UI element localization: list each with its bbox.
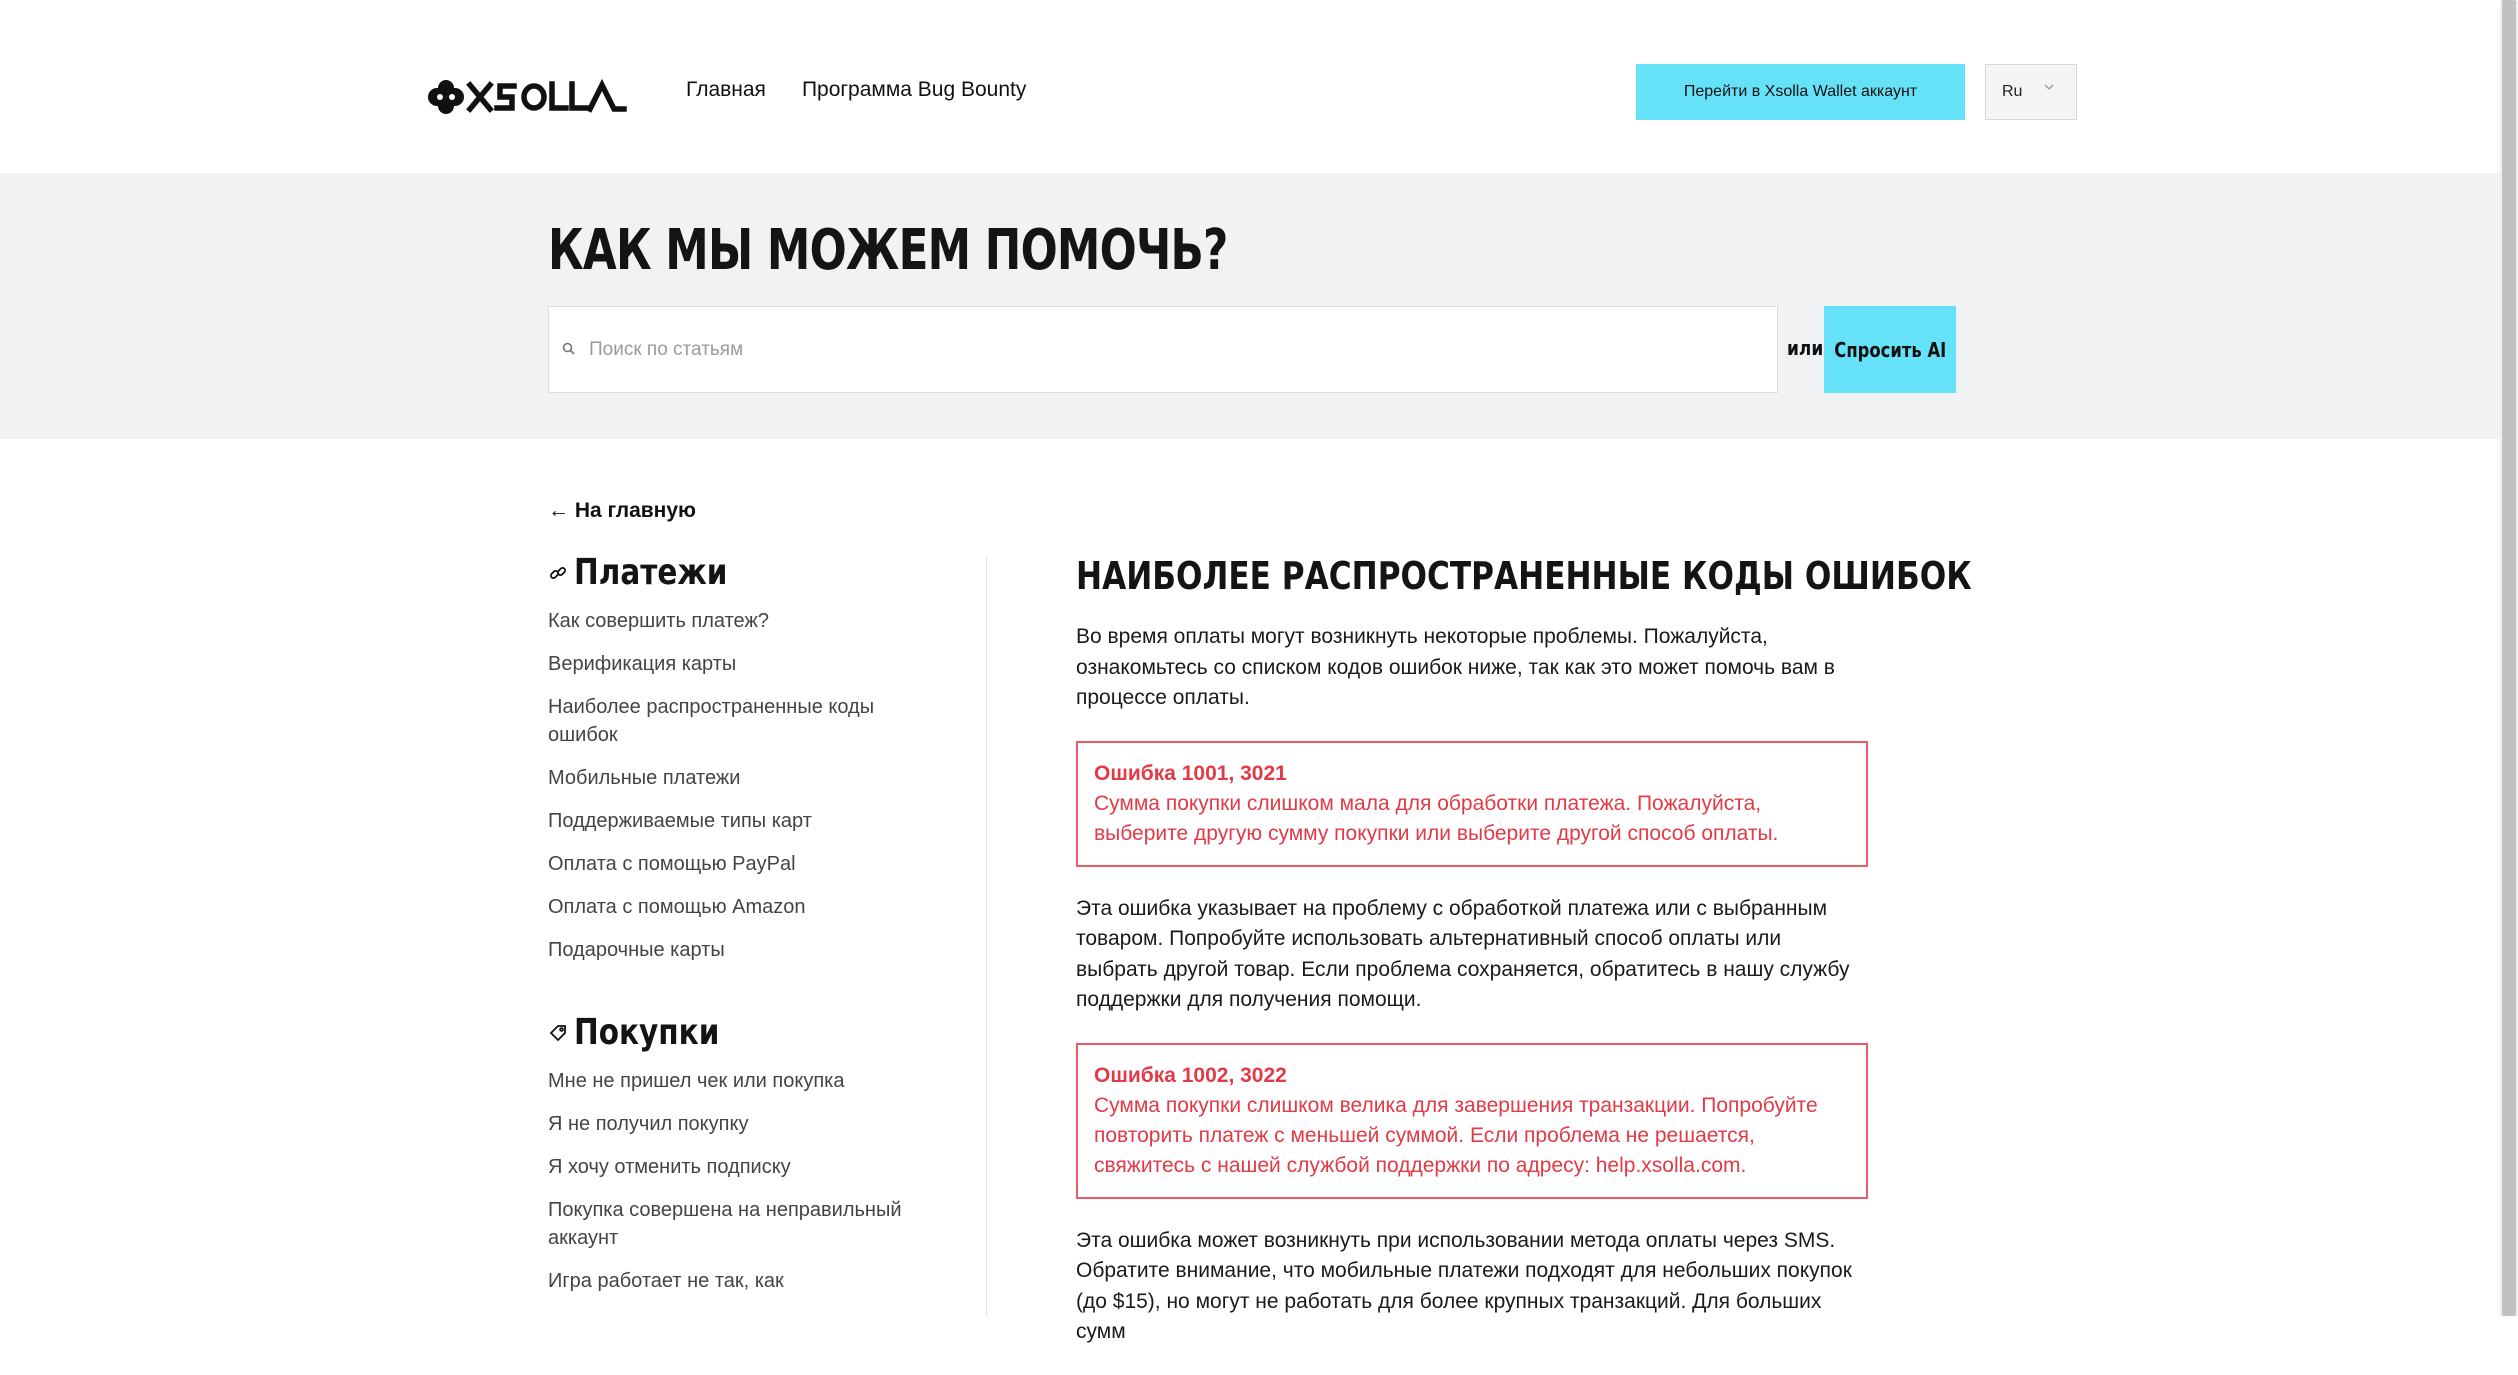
sidebar-section-title: Платежи (574, 552, 728, 593)
chevron-down-icon (2044, 82, 2054, 92)
sidebar-link[interactable]: Мобильные платежи (548, 767, 741, 789)
sidebar-link[interactable]: Наиболее распространенные коды ошибок (548, 696, 875, 746)
list-item[interactable] (548, 650, 948, 678)
category-sidebar (548, 552, 948, 1343)
list-item[interactable] (548, 1196, 948, 1252)
list-item[interactable] (548, 850, 948, 878)
sidebar-list-purchases (548, 1067, 948, 1295)
language-value: Ru (2002, 83, 2023, 100)
xsolla-logo[interactable] (426, 76, 628, 118)
scrollbar-thumb[interactable] (2502, 0, 2516, 1316)
content-divider (986, 557, 987, 1316)
error-explanation: Эта ошибка может возникнуть при использовании метода оплаты через SMS. Обратите внимание, что мобильные платежи подходят для небольших покупок (до $15), но могут не работать для более крупных транзакций. Для больших сумм (1076, 1228, 1852, 1343)
error-explanation: Эта ошибка указывает на проблему с обработкой платежа или с выбранным товаром. Попробуйте использовать альтернативный способ оплаты или выбрать другой товар. Если проблема сохраняется, обратитесь в нашу службу поддержки для получения помощи. (1076, 896, 1850, 1011)
nav-home-link[interactable]: Главная (686, 78, 766, 101)
sidebar-section-title: Покупки (574, 1012, 720, 1053)
or-label: или (1787, 336, 1824, 360)
nav-bug-bounty-link[interactable]: Программа Bug Bounty (801, 78, 1027, 101)
page-title: КАК МЫ МОЖЕМ ПОМОЧЬ? (548, 218, 1228, 283)
list-item[interactable] (548, 1110, 948, 1138)
search-input[interactable] (589, 307, 1759, 392)
language-select[interactable] (1985, 64, 2077, 120)
sidebar-link[interactable]: Мне не пришел чек или покупка (548, 1070, 845, 1092)
sidebar-link[interactable]: Оплата с помощью Amazon (548, 896, 806, 918)
sidebar-link[interactable]: Подарочные карты (548, 939, 725, 961)
article (1076, 552, 1972, 1375)
sidebar-link[interactable]: Я хочу отменить подписку (548, 1156, 791, 1178)
list-item[interactable] (548, 607, 948, 635)
search-box[interactable] (548, 306, 1778, 393)
list-item[interactable] (548, 1067, 948, 1095)
list-item[interactable] (548, 936, 948, 964)
sidebar-link[interactable]: Оплата с помощью PayPal (548, 853, 796, 875)
link-icon (548, 563, 568, 583)
list-item[interactable] (548, 1267, 948, 1295)
error-box (1076, 1043, 1868, 1199)
error-box (1076, 741, 1868, 867)
sidebar-list-payments (548, 607, 948, 964)
ask-ai-label: Спросить AI (1834, 337, 1946, 362)
list-item[interactable] (548, 1153, 948, 1181)
search-icon (561, 341, 577, 357)
xsolla-wallet-button[interactable]: Перейти в Xsolla Wallet аккаунт (1636, 64, 1965, 120)
site-header (0, 0, 2500, 173)
article-intro: Во время оплаты могут возникнуть некоторые проблемы. Пожалуйста, ознакомьтесь со списком кодов ошибок ниже, так как это может помочь вам в процессе оплаты. (1076, 625, 1835, 709)
error-description: Сумма покупки слишком велика для завершения транзакции. Попробуйте повторить платеж с меньшей суммой. Если проблема не решается, свяжитесь с нашей службой поддержки по адресу: help.xsolla.com. (1094, 1093, 1818, 1177)
sidebar-section-header (548, 552, 948, 593)
error-description: Сумма покупки слишком мала для обработки платежа. Пожалуйста, выберите другую сумму покупки или выберите другой способ оплаты. (1094, 791, 1779, 845)
sidebar-link[interactable]: Как совершить платеж? (548, 610, 769, 632)
main-nav (686, 74, 1026, 106)
tag-icon (548, 1023, 568, 1043)
list-item[interactable] (548, 807, 948, 835)
sidebar-link[interactable]: Я не получил покупку (548, 1113, 749, 1135)
sidebar-link[interactable]: Верификация карты (548, 653, 737, 675)
list-item[interactable] (548, 693, 948, 749)
list-item[interactable] (548, 893, 948, 921)
error-code-title: Ошибка 1001, 3021 (1094, 761, 1287, 785)
sidebar-link[interactable]: Игра работает не так, как (548, 1270, 784, 1292)
ask-ai-button[interactable] (1824, 306, 1956, 393)
back-to-home-link[interactable]: ← На главную (548, 499, 696, 522)
sidebar-section-header (548, 1012, 948, 1053)
xsolla-logo-icon (426, 76, 628, 118)
list-item[interactable] (548, 764, 948, 792)
error-code-title: Ошибка 1002, 3022 (1094, 1063, 1287, 1087)
sidebar-link[interactable]: Поддерживаемые типы карт (548, 810, 812, 832)
article-title: НАИБОЛЕЕ РАСПРОСТРАНЕННЫЕ КОДЫ ОШИБОК (1076, 554, 1972, 598)
sidebar-link[interactable]: Покупка совершена на неправильный аккаунт (548, 1199, 902, 1249)
